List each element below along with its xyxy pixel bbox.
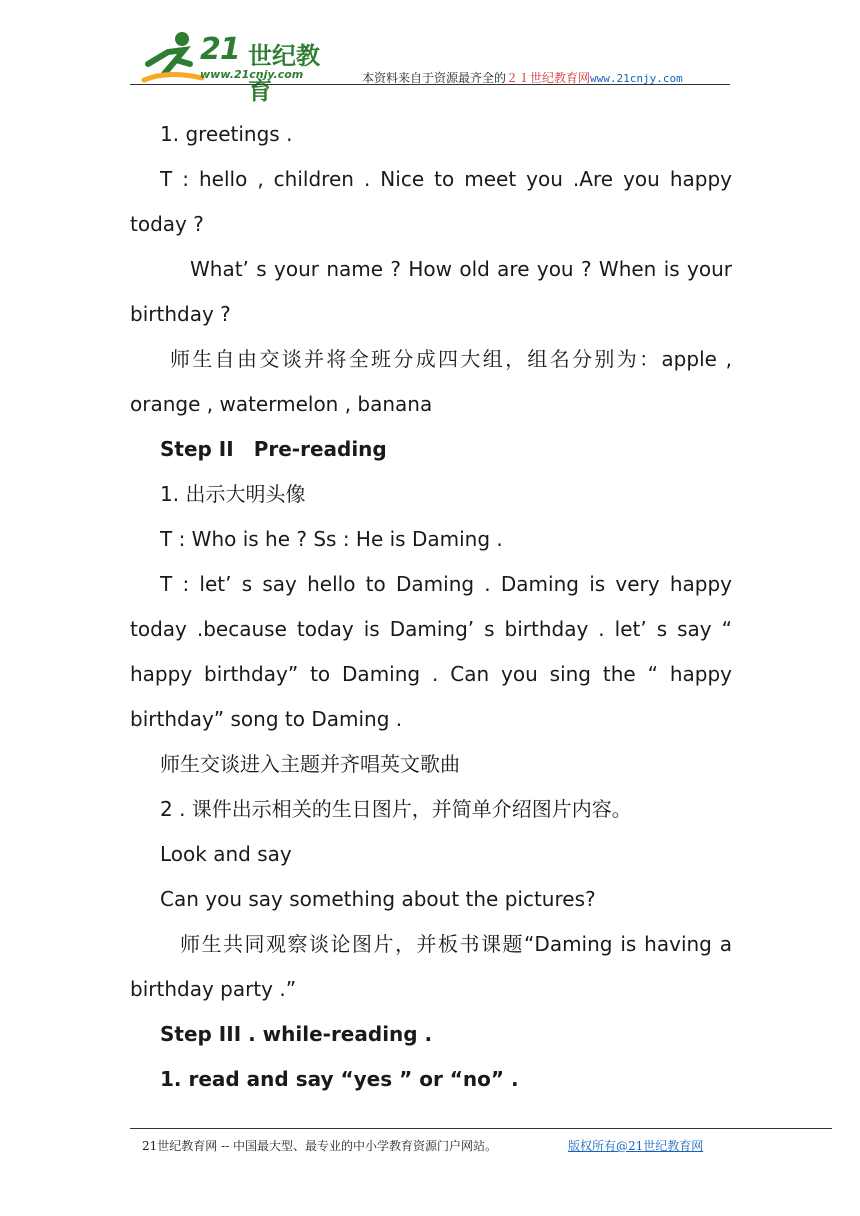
logo-url: www.21cnjy.com [200, 68, 304, 81]
copyright-link[interactable]: 版权所有@21世纪教育网 [568, 1139, 704, 1153]
paragraph: Look and say [160, 842, 292, 866]
paragraph: 1. read and say “yes ” or “no” . [160, 1067, 519, 1091]
paragraph: What’ s your name ? How old are you ? When is your birthday ? [130, 257, 732, 326]
footer-text: 21世纪教育网 -- 中国最大型、最专业的中小学教育资源门户网站。 [142, 1139, 498, 1153]
logo-number: 21 [200, 32, 240, 67]
paragraph: T : hello , children . Nice to meet you .Are you happy today ? [130, 167, 732, 236]
logo-name: 世纪教育 [248, 42, 320, 105]
site-logo[interactable] [138, 30, 338, 105]
paragraph: 师生共同观察谈论图片，并板书课题“Daming is having a birthday party .” [130, 932, 732, 1001]
paragraph: 1. 出示大明头像 [160, 482, 306, 506]
page-header [130, 30, 730, 105]
paragraph: 师生交谈进入主题并齐唱英文歌曲 [160, 752, 460, 776]
paragraph: 师生自由交谈并将全班分成四大组，组名分别为：apple , orange , watermelon , banana [130, 347, 732, 416]
header-divider [130, 84, 730, 85]
page-footer [142, 1137, 704, 1154]
section-heading: Step II Pre-reading [160, 437, 387, 461]
paragraph: Can you say something about the pictures? [160, 887, 596, 911]
tagline-prefix: 本资料来自于资源最齐全的 [362, 71, 507, 85]
paragraph: T : let’ s say hello to Daming . Daming is very happy today .because today is Daming’ s birthday . let’ s say “ happy birthday” to Daming . Can you sing the “ happy birthday” song to Daming . [130, 572, 732, 731]
section-heading: Step III . while-reading . [160, 1022, 433, 1046]
tagline-url-link[interactable]: www.21cnjy.com [590, 72, 683, 85]
footer-divider [130, 1128, 832, 1129]
runner-logo-icon [138, 30, 208, 86]
paragraph: T : Who is he ? Ss : He is Daming . [160, 527, 503, 551]
tagline-brand: ２１世纪教育网 [506, 71, 591, 85]
paragraph: 1. greetings . [160, 122, 293, 146]
paragraph: 2 . 课件出示相关的生日图片，并简单介绍图片内容。 [160, 797, 632, 821]
document-body [130, 112, 732, 1102]
